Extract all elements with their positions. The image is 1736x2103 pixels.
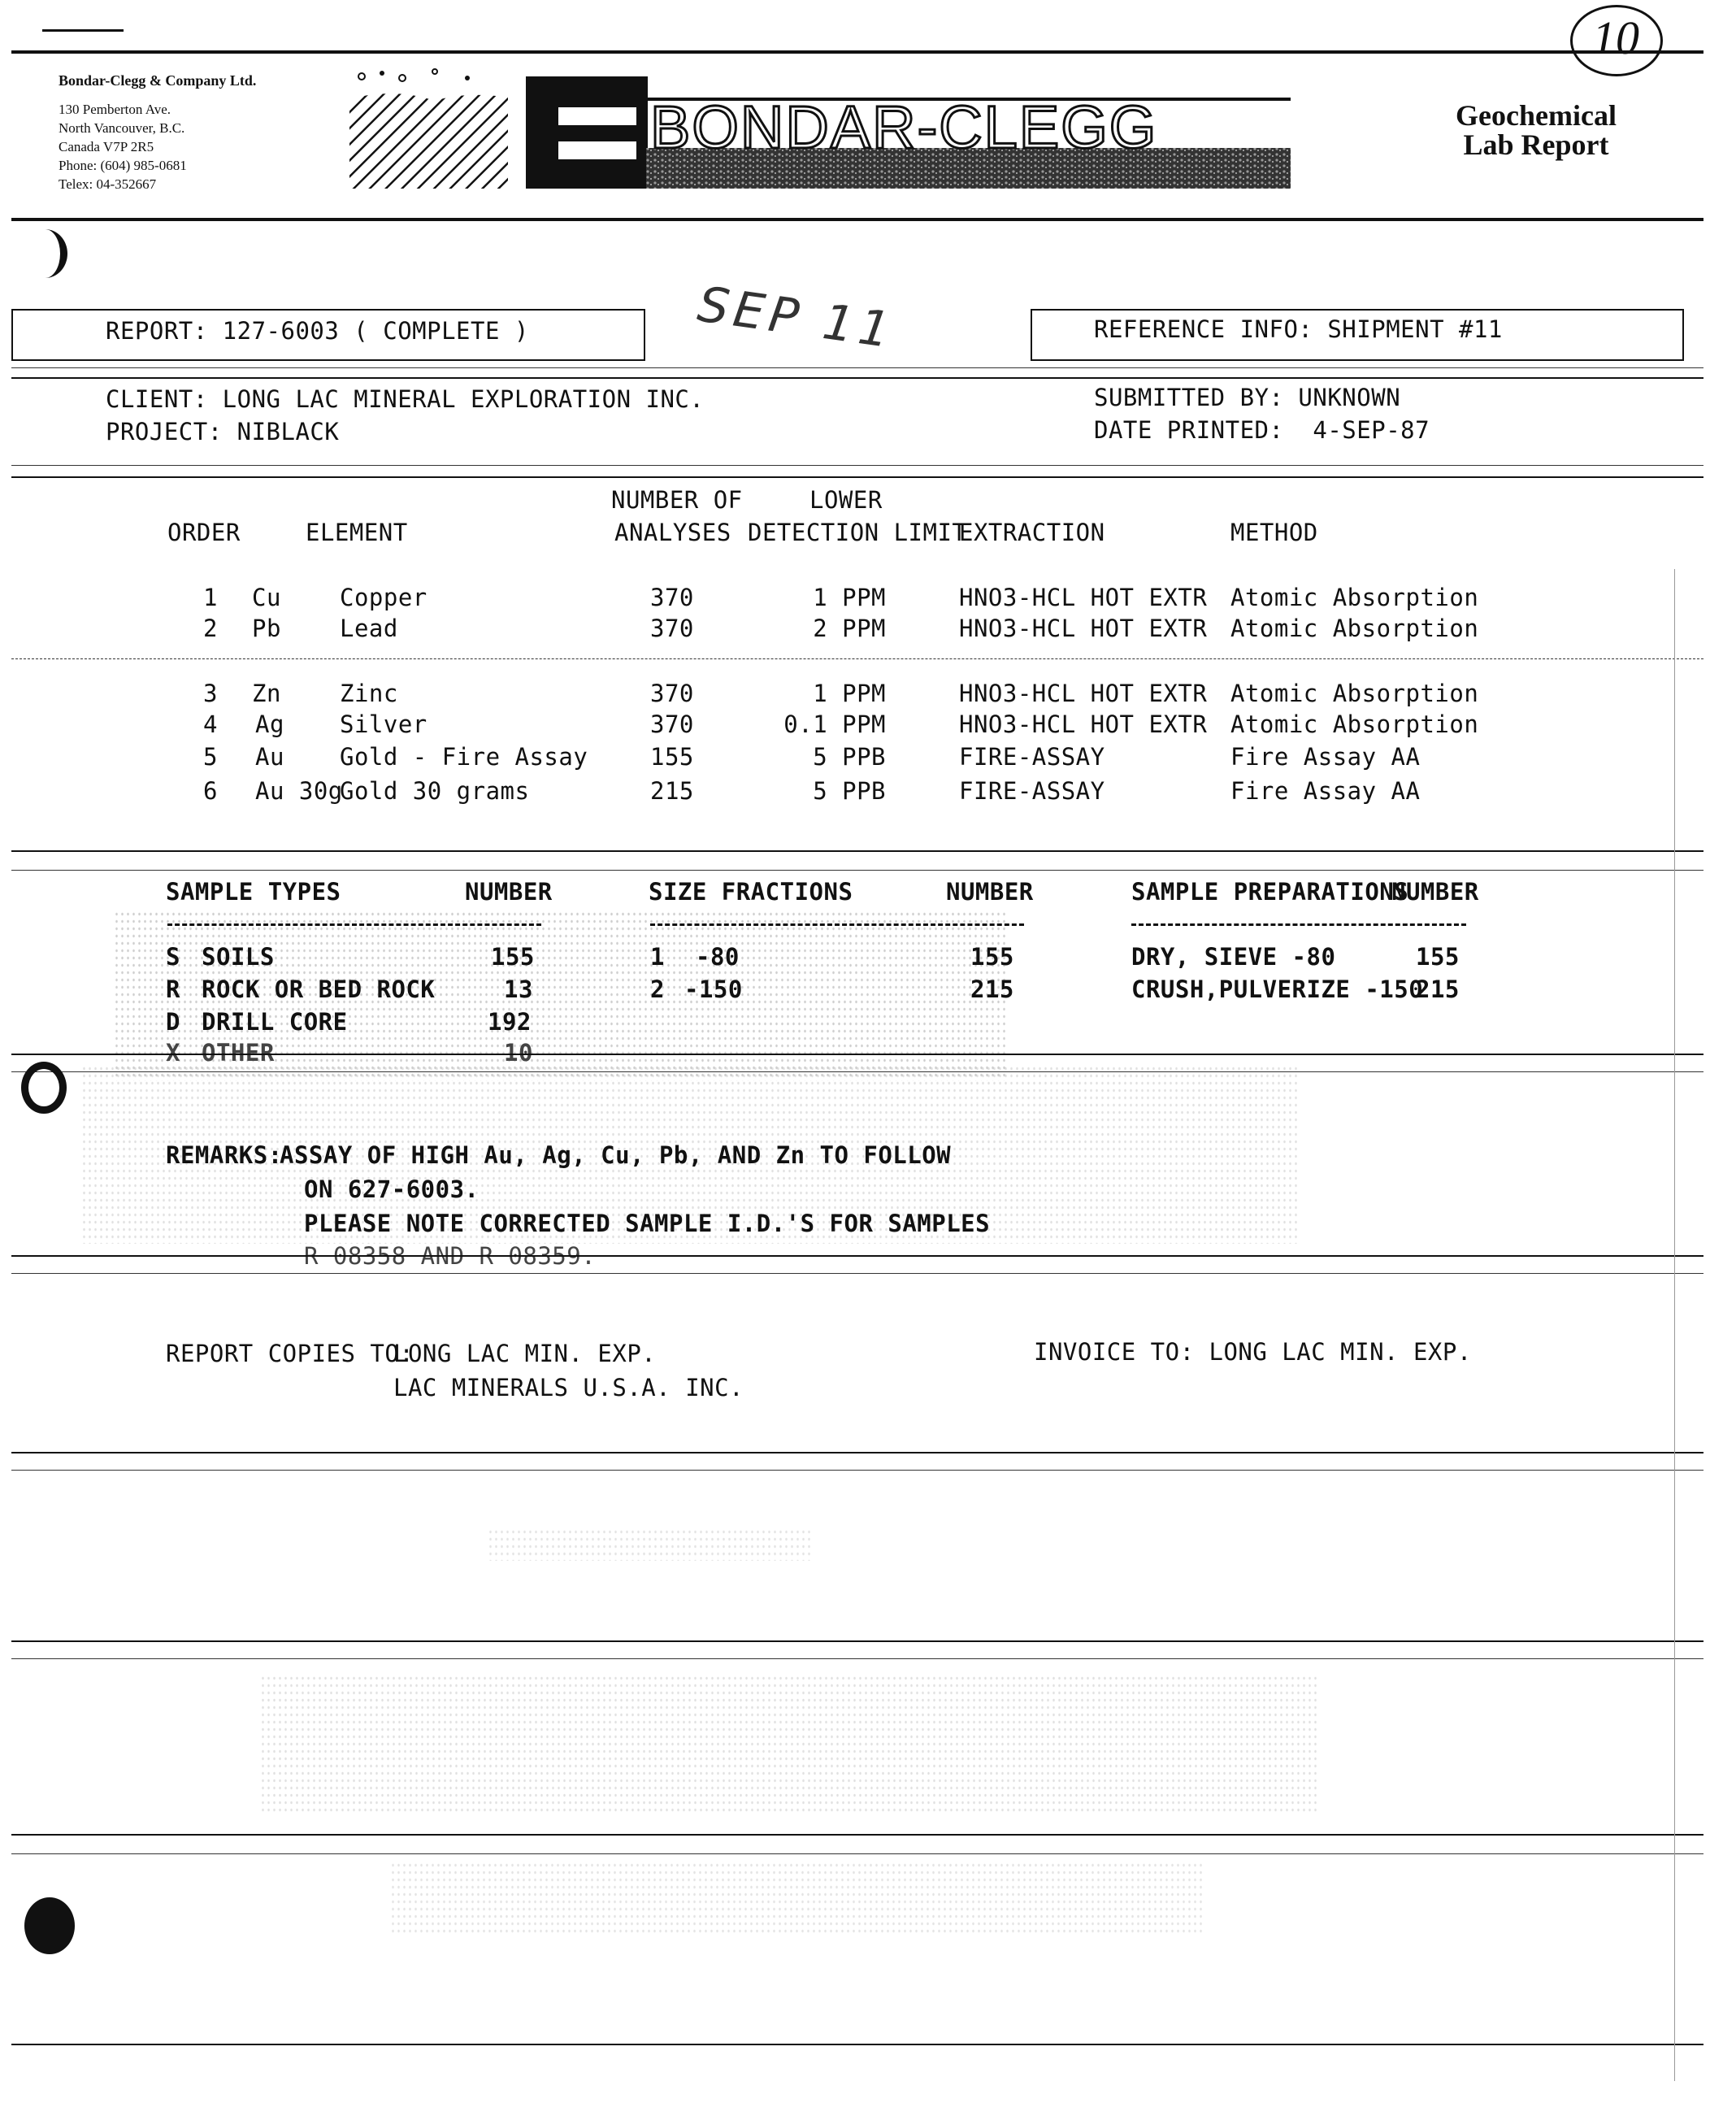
rule	[11, 1470, 1703, 1471]
type-number: 192	[488, 1008, 532, 1036]
cell-method: Atomic Absorption	[1230, 680, 1479, 707]
prep-number: 155	[1416, 943, 1460, 971]
cell-symbol: Pb	[252, 615, 281, 642]
type-code: D	[166, 1008, 180, 1036]
type-number: 10	[504, 1039, 533, 1067]
punch-hole-middle	[21, 1062, 67, 1114]
cell-extraction: FIRE-ASSAY	[959, 743, 1105, 771]
rule	[11, 1452, 1703, 1453]
header-fractions-number: NUMBER	[946, 878, 1034, 906]
cell-method: Atomic Absorption	[1230, 710, 1479, 738]
company-logo	[345, 67, 1296, 197]
cell-extraction: HNO3-HCL HOT EXTR	[959, 680, 1208, 707]
prep-label: DRY, SIEVE -80	[1131, 943, 1336, 971]
cell-order: 6	[203, 777, 218, 805]
fraction-code: 1	[650, 943, 665, 971]
cell-name: Gold - Fire Assay	[340, 743, 588, 771]
cell-extraction: HNO3-HCL HOT EXTR	[959, 615, 1208, 642]
rule	[11, 2044, 1703, 2045]
header-sample-types: SAMPLE TYPES	[166, 878, 341, 906]
type-label: DRILL CORE	[202, 1008, 348, 1036]
cell-method: Fire Assay AA	[1230, 777, 1421, 805]
table-row	[0, 710, 1736, 743]
col-header-element: ELEMENT	[306, 519, 408, 546]
header-bottom-rule	[11, 218, 1703, 221]
rule	[11, 870, 1703, 871]
col-header-analyses-2: ANALYSES	[614, 519, 731, 546]
col-header-analyses-1: NUMBER OF	[611, 486, 743, 514]
table-row	[0, 615, 1736, 647]
punch-mark-top	[23, 229, 67, 278]
remarks-line: R 08358 AND R 08359.	[304, 1242, 597, 1270]
title-line-2: Lab Report	[1463, 128, 1609, 161]
address-line: Canada V7P 2R5	[59, 139, 154, 154]
cell-analyses: 370	[650, 710, 694, 738]
cell-order: 1	[203, 584, 218, 611]
photocopy-noise	[390, 1862, 1203, 1935]
copies-label: REPORT COPIES TO:	[166, 1340, 414, 1367]
header-sample-preparations: SAMPLE PREPARATIONS	[1131, 878, 1409, 906]
copies-recipient: LAC MINERALS U.S.A. INC.	[393, 1374, 744, 1401]
underline-types	[167, 923, 541, 926]
rule	[11, 1054, 1703, 1055]
date-stamp: SEP 11	[694, 276, 899, 360]
table-row	[0, 584, 1736, 616]
cell-limit: 2 PPM	[813, 615, 886, 642]
remarks-label: REMARKS:	[166, 1141, 283, 1169]
cell-limit: 0.1 PPM	[783, 710, 886, 738]
table-row	[0, 777, 1736, 810]
prep-label: CRUSH,PULVERIZE -150	[1131, 975, 1424, 1003]
printed-line: DATE PRINTED: 4-SEP-87	[1094, 416, 1430, 444]
sample-type-row	[0, 1039, 1736, 1071]
cell-order: 3	[203, 680, 218, 707]
table-row	[0, 680, 1736, 712]
underline-fractions	[650, 923, 1024, 926]
cell-order: 5	[203, 743, 218, 771]
cell-symbol: Au 30g	[255, 777, 343, 805]
cell-name: Silver	[340, 710, 427, 738]
rule	[11, 465, 1703, 466]
company-block	[59, 72, 256, 193]
telex-line: Telex: 04-352667	[59, 176, 157, 192]
rule	[11, 1071, 1703, 1072]
rule	[11, 1640, 1703, 1642]
table-row	[0, 743, 1736, 776]
cell-analyses: 370	[650, 615, 694, 642]
rule	[11, 377, 1703, 379]
cell-method: Fire Assay AA	[1230, 743, 1421, 771]
type-code: S	[166, 943, 180, 971]
cell-analyses: 155	[650, 743, 694, 771]
type-number: 155	[491, 943, 535, 971]
type-code: X	[166, 1039, 180, 1067]
type-label: ROCK OR BED ROCK	[202, 975, 436, 1003]
cell-symbol: Ag	[255, 710, 284, 738]
prep-number: 215	[1416, 975, 1460, 1003]
type-label: SOILS	[202, 943, 275, 971]
remarks-line: PLEASE NOTE CORRECTED SAMPLE I.D.'S FOR SAMPLES	[304, 1210, 991, 1237]
col-header-limit-2: DETECTION LIMIT	[748, 519, 967, 546]
remarks-line: ASSAY OF HIGH Au, Ag, Cu, Pb, AND Zn TO FOLLOW	[280, 1141, 952, 1169]
report-line: REPORT: 127-6003 ( COMPLETE )	[106, 317, 529, 345]
col-header-order: ORDER	[167, 519, 241, 546]
col-header-extraction: EXTRACTION	[959, 519, 1105, 546]
cell-symbol: Cu	[252, 584, 281, 611]
punch-hole-bottom	[24, 1897, 75, 1954]
reference-line: REFERENCE INFO: SHIPMENT #11	[1094, 315, 1503, 343]
cell-name: Lead	[340, 615, 398, 642]
cell-order: 2	[203, 615, 218, 642]
cell-name: Copper	[340, 584, 427, 611]
page-number-handwritten: 10	[1592, 11, 1639, 64]
phone-line: Phone: (604) 985-0681	[59, 158, 187, 173]
type-code: R	[166, 975, 180, 1003]
rule	[11, 1658, 1703, 1659]
cell-analyses: 215	[650, 777, 694, 805]
rule	[11, 1853, 1703, 1854]
cell-extraction: HNO3-HCL HOT EXTR	[959, 584, 1208, 611]
title-line-1: Geochemical	[1456, 99, 1617, 132]
cell-method: Atomic Absorption	[1230, 584, 1479, 611]
fraction-code: 2	[650, 975, 665, 1003]
logo-wordmark: BONDAR-CLEGG	[650, 93, 1158, 161]
cell-analyses: 370	[650, 584, 694, 611]
photocopy-noise	[260, 1675, 1317, 1813]
remarks-line: ON 627-6003.	[304, 1175, 480, 1203]
col-header-method: METHOD	[1230, 519, 1318, 546]
col-header-limit-1: LOWER	[809, 486, 883, 514]
cell-extraction: HNO3-HCL HOT EXTR	[959, 710, 1208, 738]
photocopy-noise	[488, 1528, 813, 1561]
fraction-number: 215	[970, 975, 1014, 1003]
cell-limit: 1 PPM	[813, 584, 886, 611]
address-line: North Vancouver, B.C.	[59, 120, 185, 136]
submitted-line: SUBMITTED BY: UNKNOWN	[1094, 384, 1401, 411]
sample-type-row	[0, 1008, 1736, 1041]
sample-type-row	[0, 975, 1736, 1008]
rule	[11, 850, 1703, 852]
rule	[11, 1255, 1703, 1257]
copies-recipient: LONG LAC MIN. EXP.	[393, 1340, 657, 1367]
cell-analyses: 370	[650, 680, 694, 707]
fraction-number: 155	[970, 943, 1014, 971]
sample-type-row	[0, 943, 1736, 975]
cell-symbol: Au	[255, 743, 284, 771]
page-edge	[1674, 569, 1675, 2081]
project-line: PROJECT: NIBLACK	[106, 418, 340, 445]
header-size-fractions: SIZE FRACTIONS	[649, 878, 853, 906]
cell-name: Gold 30 grams	[340, 777, 530, 805]
company-name: Bondar-Clegg & Company Ltd.	[59, 72, 257, 89]
document-title	[1414, 101, 1658, 159]
fraction-label: -150	[684, 975, 743, 1003]
header-top-rule	[11, 50, 1703, 54]
rule	[11, 367, 1703, 368]
cell-limit: 5 PPB	[813, 777, 886, 805]
rule	[11, 1834, 1703, 1836]
cell-extraction: FIRE-ASSAY	[959, 777, 1105, 805]
cell-order: 4	[203, 710, 218, 738]
rule	[11, 476, 1703, 478]
header-types-number: NUMBER	[465, 878, 553, 906]
cell-limit: 1 PPM	[813, 680, 886, 707]
client-line: CLIENT: LONG LAC MINERAL EXPLORATION INC.	[106, 385, 705, 413]
fraction-label: -80	[696, 943, 740, 971]
corner-mark	[42, 29, 124, 32]
type-number: 13	[504, 975, 533, 1003]
cell-symbol: Zn	[252, 680, 281, 707]
rule	[11, 1273, 1703, 1274]
cell-limit: 5 PPB	[813, 743, 886, 771]
rule	[11, 658, 1703, 659]
type-label: OTHER	[202, 1039, 275, 1067]
underline-preps	[1131, 923, 1466, 926]
cell-name: Zinc	[340, 680, 398, 707]
header-preps-number: NUMBER	[1391, 878, 1479, 906]
invoice-line: INVOICE TO: LONG LAC MIN. EXP.	[1034, 1338, 1472, 1366]
cell-method: Atomic Absorption	[1230, 615, 1479, 642]
address-line: 130 Pemberton Ave.	[59, 102, 171, 117]
